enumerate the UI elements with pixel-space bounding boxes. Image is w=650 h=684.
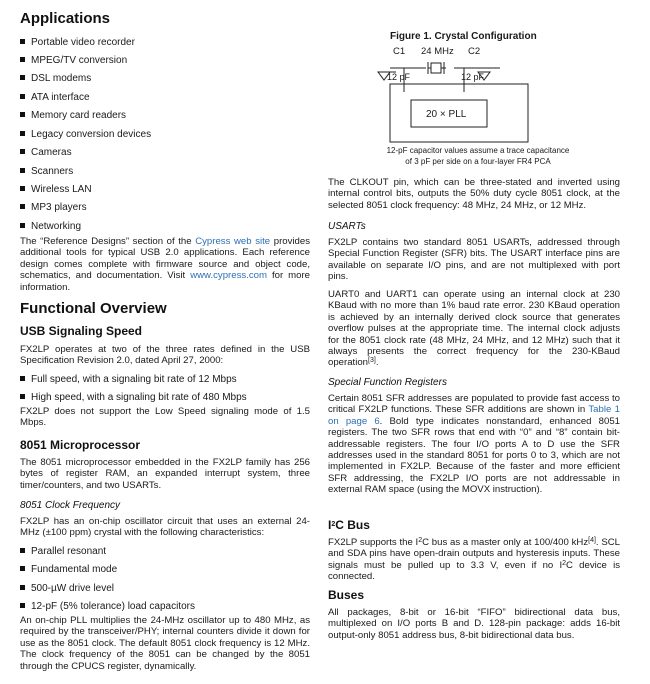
list-item: Memory card readers — [20, 110, 126, 122]
microprocessor-heading: 8051 Microprocessor — [20, 438, 141, 452]
cypress-url-link[interactable]: www.cypress.com — [190, 270, 267, 282]
square-bullet-icon — [20, 131, 25, 136]
list-item: MP3 players — [20, 202, 87, 214]
square-bullet-icon — [20, 39, 25, 44]
c1-label: C1 — [393, 46, 406, 57]
buses-heading: Buses — [328, 588, 365, 602]
sfr-paragraph: Certain 8051 SFR addresses are populated to provide fast access to critical FX2LP functions. These SFR additions are shown in Table 1 on page 6. Bold type indicates nonstandard, enhanced 8051 registers. The two SFR rows that end with “0” and “8” contain bit-addressable registers. The four I/O ports A to D use the SFR addresses used in the standard 8051 for ports 0 to 3, which are not implemented in FX2LP. Because of the faster and more efficient SFR addressing, the FX2LP I/O ports are not addressable in external RAM space (using the MOVX instruction). — [328, 393, 620, 496]
list-item: High speed, with a signaling bit rate of 480 Mbps — [20, 392, 247, 404]
square-bullet-icon — [20, 394, 25, 399]
usb-signaling-speed-heading: USB Signaling Speed — [20, 324, 143, 338]
square-bullet-icon — [20, 376, 25, 381]
i2c-paragraph: FX2LP supports the $I^2C$ bus as a master only at 100/400 kHz[4]. SCL and SDA pins have open-drain outputs and hysteresis inputs. These signals must be pulled up to 3.3 V, even if no $I^2C$ device is connected. — [328, 537, 621, 583]
sfr-heading: Special Function Registers — [328, 377, 447, 388]
list-item: DSL modems — [20, 73, 91, 85]
cypress-web-site-link[interactable]: Cypress web site — [195, 236, 271, 247]
square-bullet-icon — [20, 223, 25, 228]
list-item: 12-pF (5% tolerance) load capacitors — [20, 601, 195, 613]
list-item: Cameras — [20, 147, 72, 159]
square-bullet-icon — [20, 168, 25, 173]
right-capacitor-label: 12 pF — [461, 72, 485, 82]
figure-note-line-1: 12-pF capacitor values assume a trace capacitance — [386, 146, 570, 155]
applications-heading: Applications — [20, 10, 111, 27]
microprocessor-paragraph: The 8051 microprocessor embedded in the FX2LP family has 256 bytes of register RAM, an expanded interrupt system, three timer/counters, and two USARTs. — [20, 457, 310, 491]
square-bullet-icon — [20, 585, 25, 590]
list-item: Fundamental mode — [20, 564, 117, 576]
square-bullet-icon — [20, 204, 25, 209]
buses-paragraph: All packages, 8-bit or 16-bit “FIFO” bidirectional data bus, multiplexed on I/O ports B and D. 128-pin package: adds 16-bit output-only 8051 address bus, 8-bit bidirectional data bus. — [328, 607, 620, 641]
pll-paragraph: An on-chip PLL multiplies the 24-MHz oscillator up to 480 MHz, as required by the transceiver/PHY; internal counters divide it down for use as the 8051 clock. The default 8051 clock frequency is 12 MHz. The clock frequency of the 8051 can be changed by the 8051 through the CPUCS register, dynamically. — [20, 615, 310, 672]
square-bullet-icon — [20, 57, 25, 62]
list-item: Legacy conversion devices — [20, 129, 151, 141]
functional-overview-heading: Functional Overview — [20, 300, 167, 317]
crystal-configuration-figure — [368, 44, 588, 154]
clock-frequency-heading: 8051 Clock Frequency — [20, 500, 121, 511]
clock-frequency-paragraph: FX2LP has an on-chip oscillator circuit that uses an external 24-MHz (±100 ppm) crystal with the following characteristics: — [20, 516, 310, 539]
list-item: Scanners — [20, 166, 73, 178]
reference-designs-paragraph: The “Reference Designs” section of the Cypress web site provides additional tools for typical USB 2.0 applications. Each reference design comes complete with firmware source and object code, schematics, and documentation. Visit www.cypress.com for more information. — [20, 236, 310, 293]
list-item: Full speed, with a signaling bit rate of 12 Mbps — [20, 374, 237, 386]
crystal-frequency-label: 24 MHz — [421, 46, 454, 57]
square-bullet-icon — [20, 75, 25, 80]
i2c-bus-heading: $I^2C$ Bus — [328, 518, 370, 532]
low-speed-paragraph: FX2LP does not support the Low Speed signaling mode of 1.5 Mbps. — [20, 406, 310, 429]
c2-label: C2 — [468, 46, 481, 57]
list-item: ATA interface — [20, 92, 90, 104]
list-item: Wireless LAN — [20, 184, 92, 196]
square-bullet-icon — [20, 94, 25, 99]
crystal-circuit-diagram — [368, 44, 588, 144]
square-bullet-icon — [20, 566, 25, 571]
list-item: MPEG/TV conversion — [20, 55, 127, 67]
usarts-heading: USARTs — [328, 221, 366, 232]
usarts-paragraph: FX2LP contains two standard 8051 USARTs, addressed through Special Function Register (SFR) bits. The USART interface pins are available on separate I/O pins, and are not multiplexed with port pins. — [328, 237, 620, 283]
pll-block-label: 20 × PLL — [426, 109, 467, 120]
usb-speed-paragraph: FX2LP operates at two of the three rates defined in the USB Specification Revision 2.0, dated April 27, 2000: — [20, 344, 310, 367]
square-bullet-icon — [20, 548, 25, 553]
square-bullet-icon — [20, 603, 25, 608]
list-item: Parallel resonant — [20, 546, 106, 558]
square-bullet-icon — [20, 112, 25, 117]
table-1-link[interactable]: Table 1 on page 6 — [328, 404, 620, 427]
list-item: Networking — [20, 221, 81, 233]
figure-note-line-2: of 3 pF per side on a four-layer FR4 PCA — [405, 157, 551, 166]
clkout-paragraph: The CLKOUT pin, which can be three-stated and inverted using internal control bits, outputs the 50% duty cycle 8051 clock, at the selected 8051 clock frequency: 48 MHz, 24 MHz, or 12 MHz. — [328, 177, 620, 211]
list-item: 500-µW drive level — [20, 583, 114, 595]
uart-paragraph: UART0 and UART1 can operate using an internal clock at 230 KBaud with no more than 1% baud rate error. 230 KBaud operation is achieved by an internally derived clock source that generates overflow pulses at the appropriate time. The internal clock adjusts for the 8051 clock rate (48 MHz, 24 MHz, and 12 MHz) such that it always presents the correct frequency for the 230-KBaud operation[3]. — [328, 289, 620, 369]
figure-title: Figure 1. Crystal Configuration — [390, 31, 537, 42]
square-bullet-icon — [20, 186, 25, 191]
square-bullet-icon — [20, 149, 25, 154]
list-item: Portable video recorder — [20, 37, 135, 49]
left-capacitor-label: 12 pF — [387, 72, 411, 82]
